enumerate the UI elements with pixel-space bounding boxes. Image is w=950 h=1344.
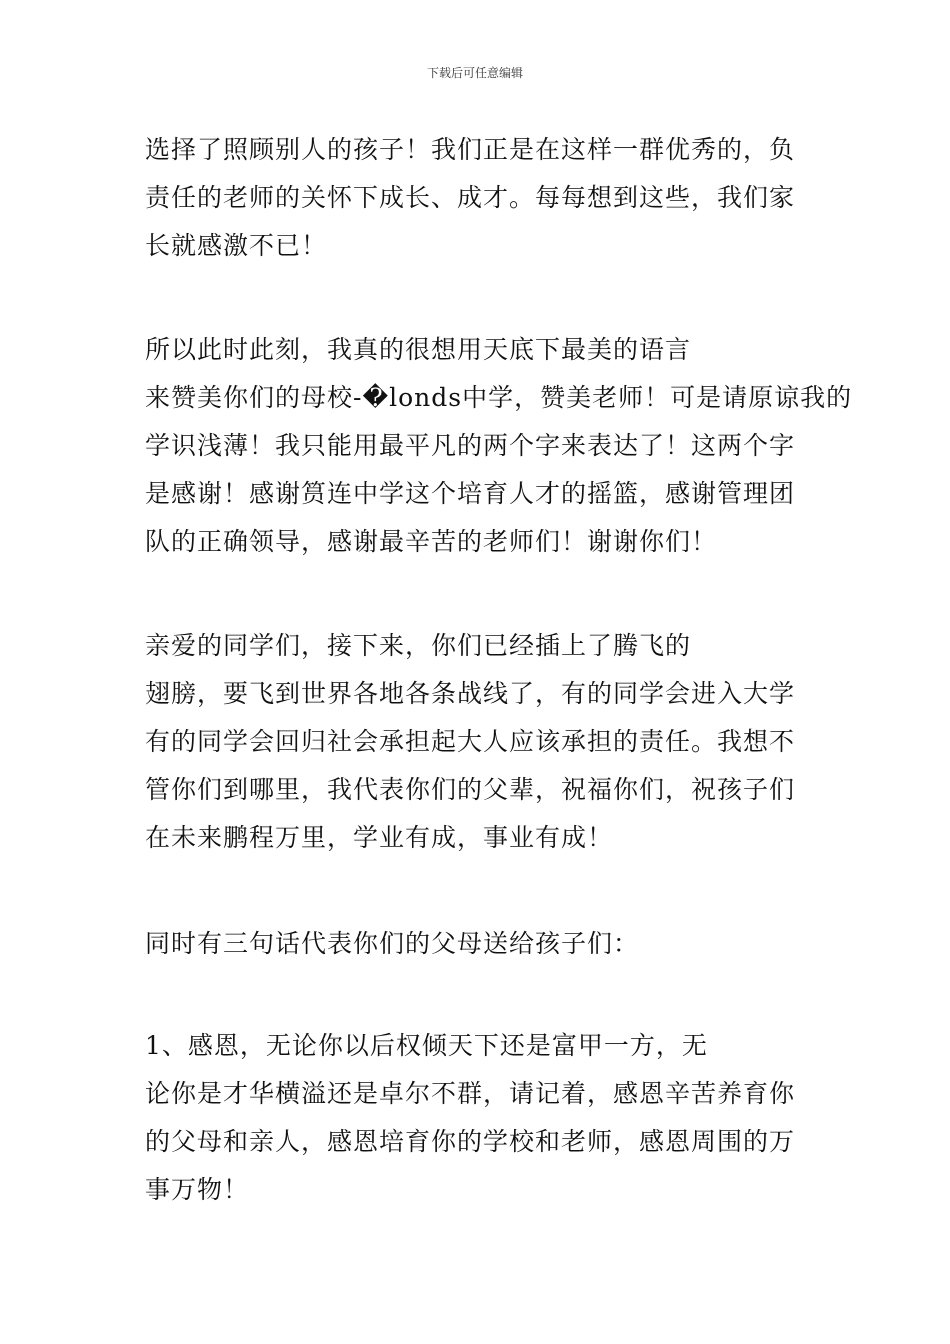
paragraph-line: 论你是才华横溢还是卓尔不群，请记着，感恩辛苦养育你	[145, 1079, 796, 1108]
paragraph-4	[145, 920, 807, 968]
paragraph-line: 长就感激不已！	[145, 231, 328, 260]
paragraph-line: 在未来鹏程万里，学业有成，事业有成！	[145, 823, 614, 852]
paragraph-3	[145, 622, 807, 862]
paragraph-line: 1、感恩，无论你以后权倾天下还是富甲一方，无	[145, 1031, 708, 1060]
paragraph-line: 同时有三句话代表你们的父母送给孩子们：	[145, 929, 640, 958]
paragraph-line: 事万物！	[145, 1175, 250, 1204]
paragraph-line: 学识浅薄！我只能用最平凡的两个字来表达了！这两个字	[145, 431, 796, 460]
paragraph-5	[145, 1022, 807, 1214]
paragraph-line: 有的同学会回归社会承担起大人应该承担的责任。我想不	[145, 727, 796, 756]
paragraph-line: 责任的老师的关怀下成长、成才。每每想到这些，我们家	[145, 183, 796, 212]
header-note: 下载后可任意编辑	[426, 66, 523, 80]
paragraph-line: 管你们到哪里，我代表你们的父辈，祝福你们，祝孩子们	[145, 775, 796, 804]
paragraph-line: 是感谢！感谢筼连中学这个培育人才的摇篮，感谢管理团	[145, 479, 796, 508]
paragraph-line: 亲爱的同学们，接下来，你们已经插上了腾飞的	[145, 631, 692, 660]
paragraph-2	[145, 326, 853, 566]
paragraph-line: 翅膀，要飞到世界各地各条战线了，有的同学会进入大学	[145, 679, 796, 708]
paragraph-line: 的父母和亲人，感恩培育你的学校和老师，感恩周围的万	[145, 1127, 796, 1156]
paragraph-line: 所以此时此刻，我真的很想用天底下最美的语言	[145, 335, 692, 364]
paragraph-line: 选择了照顾别人的孩子！我们正是在这样一群优秀的，负	[145, 135, 796, 164]
paragraph-1	[145, 126, 807, 270]
paragraph-line: 来赞美你们的母校-�londs中学，赞美老师！可是请原谅我的	[145, 383, 853, 412]
paragraph-line: 队的正确领导，感谢最辛苦的老师们！谢谢你们！	[145, 527, 718, 556]
